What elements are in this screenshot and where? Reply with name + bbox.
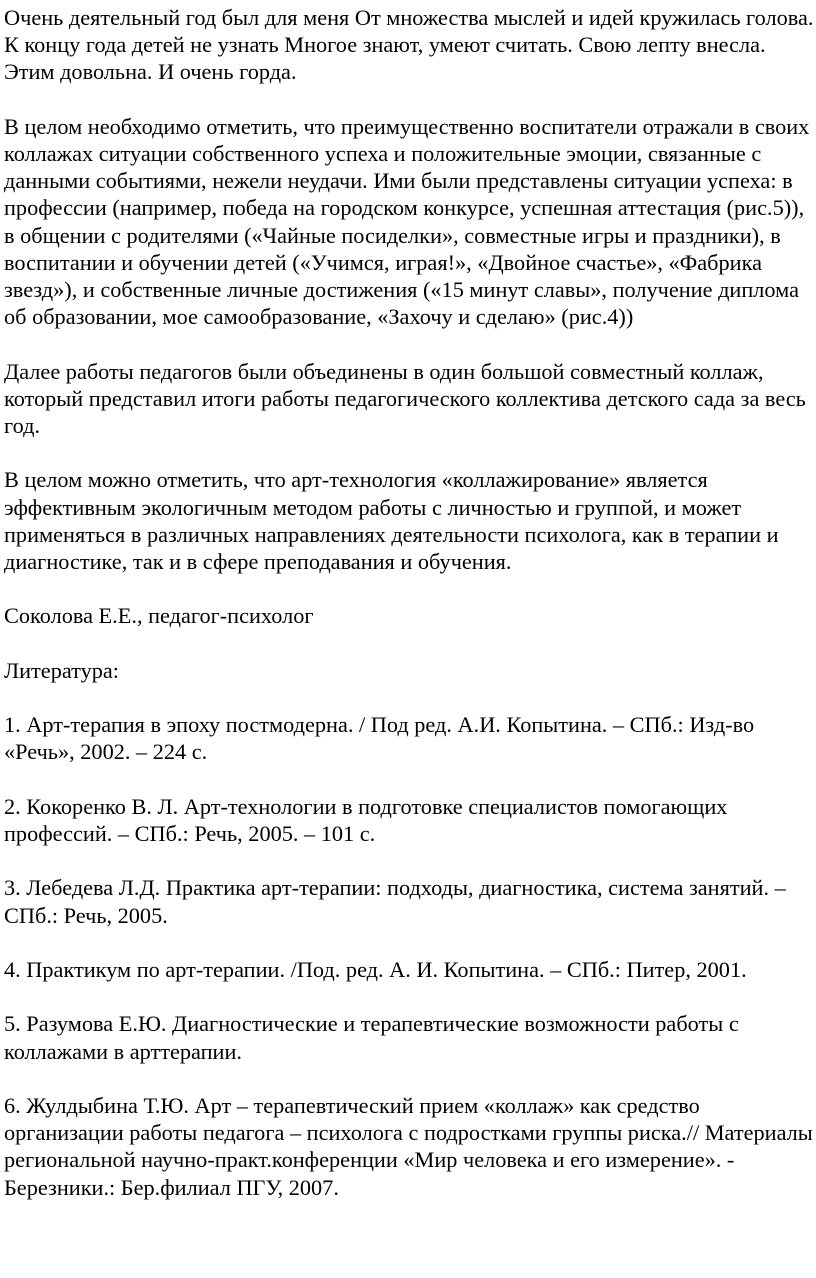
reference-item-3: 3. Лебедева Л.Д. Практика арт-терапии: подходы, диагностика, система занятий. – СПб.: Речь, 2005. — [4, 875, 786, 928]
reference-item-1: 1. Арт-терапия в эпоху постмодерна. / Под ред. А.И. Копытина. – СПб.: Изд-во «Речь», 2002. – 224 с. — [4, 712, 755, 765]
paragraph-success-situations: В целом необходимо отметить, что преимущественно воспитатели отражали в своих коллажах ситуации собственного успеха и положительные эмоции, связанные с данными событиями, нежели неудачи. Ими были представлены ситуации успеха: в профессии (например, победа на городском конкурсе, успешная аттестация (рис.5)), в общении с родителями («Чайные посиделки», совместные игры и праздники), в воспитании и обучении детей («Учимся, играя!», «Двойное счастье», «Фабрика звезд»), и собственные личные достижения («15 минут славы», получение диплома об образовании, мое самообразование, «Захочу и сделаю» (рис.4)) — [4, 113, 810, 330]
reference-item-5: 5. Разумова Е.Ю. Диагностические и терапевтические возможности работы с коллажами в арттерапии. — [4, 1011, 739, 1064]
references-heading: Литература: — [4, 657, 120, 683]
reference-item-6: 6. Жулдыбина Т.Ю. Арт – терапевтический прием «коллаж» как средство организации работы педагога – психолога с подростками группы риска.// Материалы региональной научно-практ.конференции «Мир человека и его измерение». - Березники.: Бер.филиал ПГУ, 2007. — [4, 1092, 813, 1200]
paragraph-conclusion: В целом можно отметить, что арт-технология «коллажирование» является эффективным экологичным методом работы с личностью и группой, и может применяться в различных направлениях деятельности психолога, как в терапии и диагностике, так и в сфере преподавания и обучения. — [4, 467, 779, 575]
document-body — [4, 4, 814, 1201]
paragraph-joint-collage: Далее работы педагогов были объединены в один большой совместный коллаж, который представил итоги работы педагогического коллектива детского сада за весь год. — [4, 358, 806, 439]
reference-item-2: 2. Кокоренко В. Л. Арт-технологии в подготовке специалистов помогающих профессий. – СПб.: Речь, 2005. – 101 с. — [4, 793, 728, 846]
reference-item-4: 4. Практикум по арт-терапии. /Под. ред. А. И. Копытина. – СПб.: Питер, 2001. — [4, 956, 747, 982]
author-line: Соколова Е.Е., педагог-психолог — [4, 603, 314, 629]
paragraph-year-summary: Очень деятельный год был для меня От множества мыслей и идей кружилась голова. К концу года детей не узнать Многое знают, умеют считать. Свою лепту внесла. Этим довольна. И очень горда. — [4, 5, 814, 85]
